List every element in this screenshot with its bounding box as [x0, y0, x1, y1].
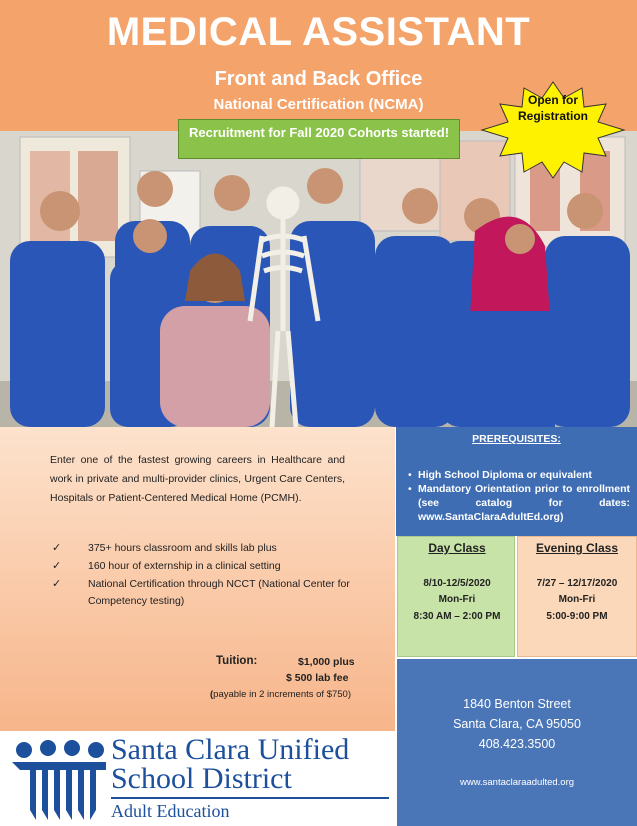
tuition-note-paren: (	[210, 689, 214, 700]
prerequisite-item	[408, 468, 630, 482]
checklist-text: National Certification through NCCT (National Center for Competency testing)	[88, 578, 350, 607]
prerequisite-text: High School Diploma or equivalent	[418, 469, 592, 481]
prerequisites-title: PREREQUISITES:	[472, 433, 561, 445]
program-checklist	[52, 540, 352, 611]
bullet-icon: •	[408, 469, 412, 481]
day-class-dates: 8/10-12/5/2020	[423, 578, 491, 589]
website-link[interactable]: www.santaclaraadulted.org	[459, 777, 575, 788]
tuition-note-text: payable in 2 increments of $750)	[213, 689, 352, 700]
day-class-time: 8:30 AM – 2:00 PM	[413, 611, 501, 622]
day-class-panel	[397, 536, 515, 657]
people-logo-icon	[12, 738, 107, 826]
check-icon: ✓	[52, 578, 62, 590]
prerequisites-list	[408, 468, 630, 524]
tuition-label: Tuition:	[216, 655, 258, 667]
page-subtitle: Front and Back Office	[214, 68, 423, 90]
evening-class-panel	[517, 536, 637, 657]
prerequisite-item	[408, 482, 630, 524]
check-icon: ✓	[52, 542, 62, 554]
checklist-item	[52, 576, 352, 610]
page-title: MEDICAL ASSISTANT	[106, 10, 531, 54]
tuition-amount: $1,000 plus	[298, 656, 355, 668]
day-class-days: Mon-Fri	[438, 594, 476, 605]
tuition-note	[210, 689, 351, 700]
day-class-title: Day Class	[428, 541, 486, 555]
badge-line-1: Open for	[528, 93, 578, 107]
city-address: Santa Clara, CA 95050	[453, 717, 581, 731]
evening-class-dates: 7/27 – 12/17/2020	[536, 578, 618, 589]
program-description: Enter one of the fastest growing careers in Healthcare and work in private and multi-provider clinics, Urgent Care Centers, Hospitals or Patient-Centered Medical Home (PCMH).	[50, 454, 345, 504]
evening-class-title: Evening Class	[535, 541, 619, 555]
checklist-text: 160 hour of externship in a clinical setting	[88, 560, 281, 572]
checklist-text: 375+ hours classroom and skills lab plus	[88, 542, 277, 554]
checklist-item	[52, 540, 352, 557]
recruitment-banner: Recruitment for Fall 2020 Cohorts started!	[178, 119, 460, 159]
checklist-item	[52, 558, 352, 575]
district-divider	[111, 797, 389, 799]
tuition-lab-fee: $ 500 lab fee	[286, 672, 349, 684]
district-department: Adult Education	[111, 801, 230, 821]
street-address: 1840 Benton Street	[463, 697, 571, 711]
certification-subtitle: National Certification (NCMA)	[213, 96, 424, 113]
bullet-icon: •	[408, 483, 412, 495]
evening-class-days: Mon-Fri	[558, 594, 596, 605]
badge-line-2: Registration	[517, 109, 588, 123]
district-name-line1: Santa Clara Unified	[111, 733, 350, 766]
check-icon: ✓	[52, 560, 62, 572]
phone-number: 408.423.3500	[478, 737, 556, 751]
district-name-line2: School District	[111, 762, 292, 795]
contact-address	[397, 694, 637, 754]
open-registration-badge	[478, 92, 628, 124]
evening-class-time: 5:00-9:00 PM	[546, 611, 608, 622]
prerequisite-text: Mandatory Orientation prior to enrollment (see catalog for dates: www.SantaClaraAdultEd.org)	[418, 483, 630, 523]
